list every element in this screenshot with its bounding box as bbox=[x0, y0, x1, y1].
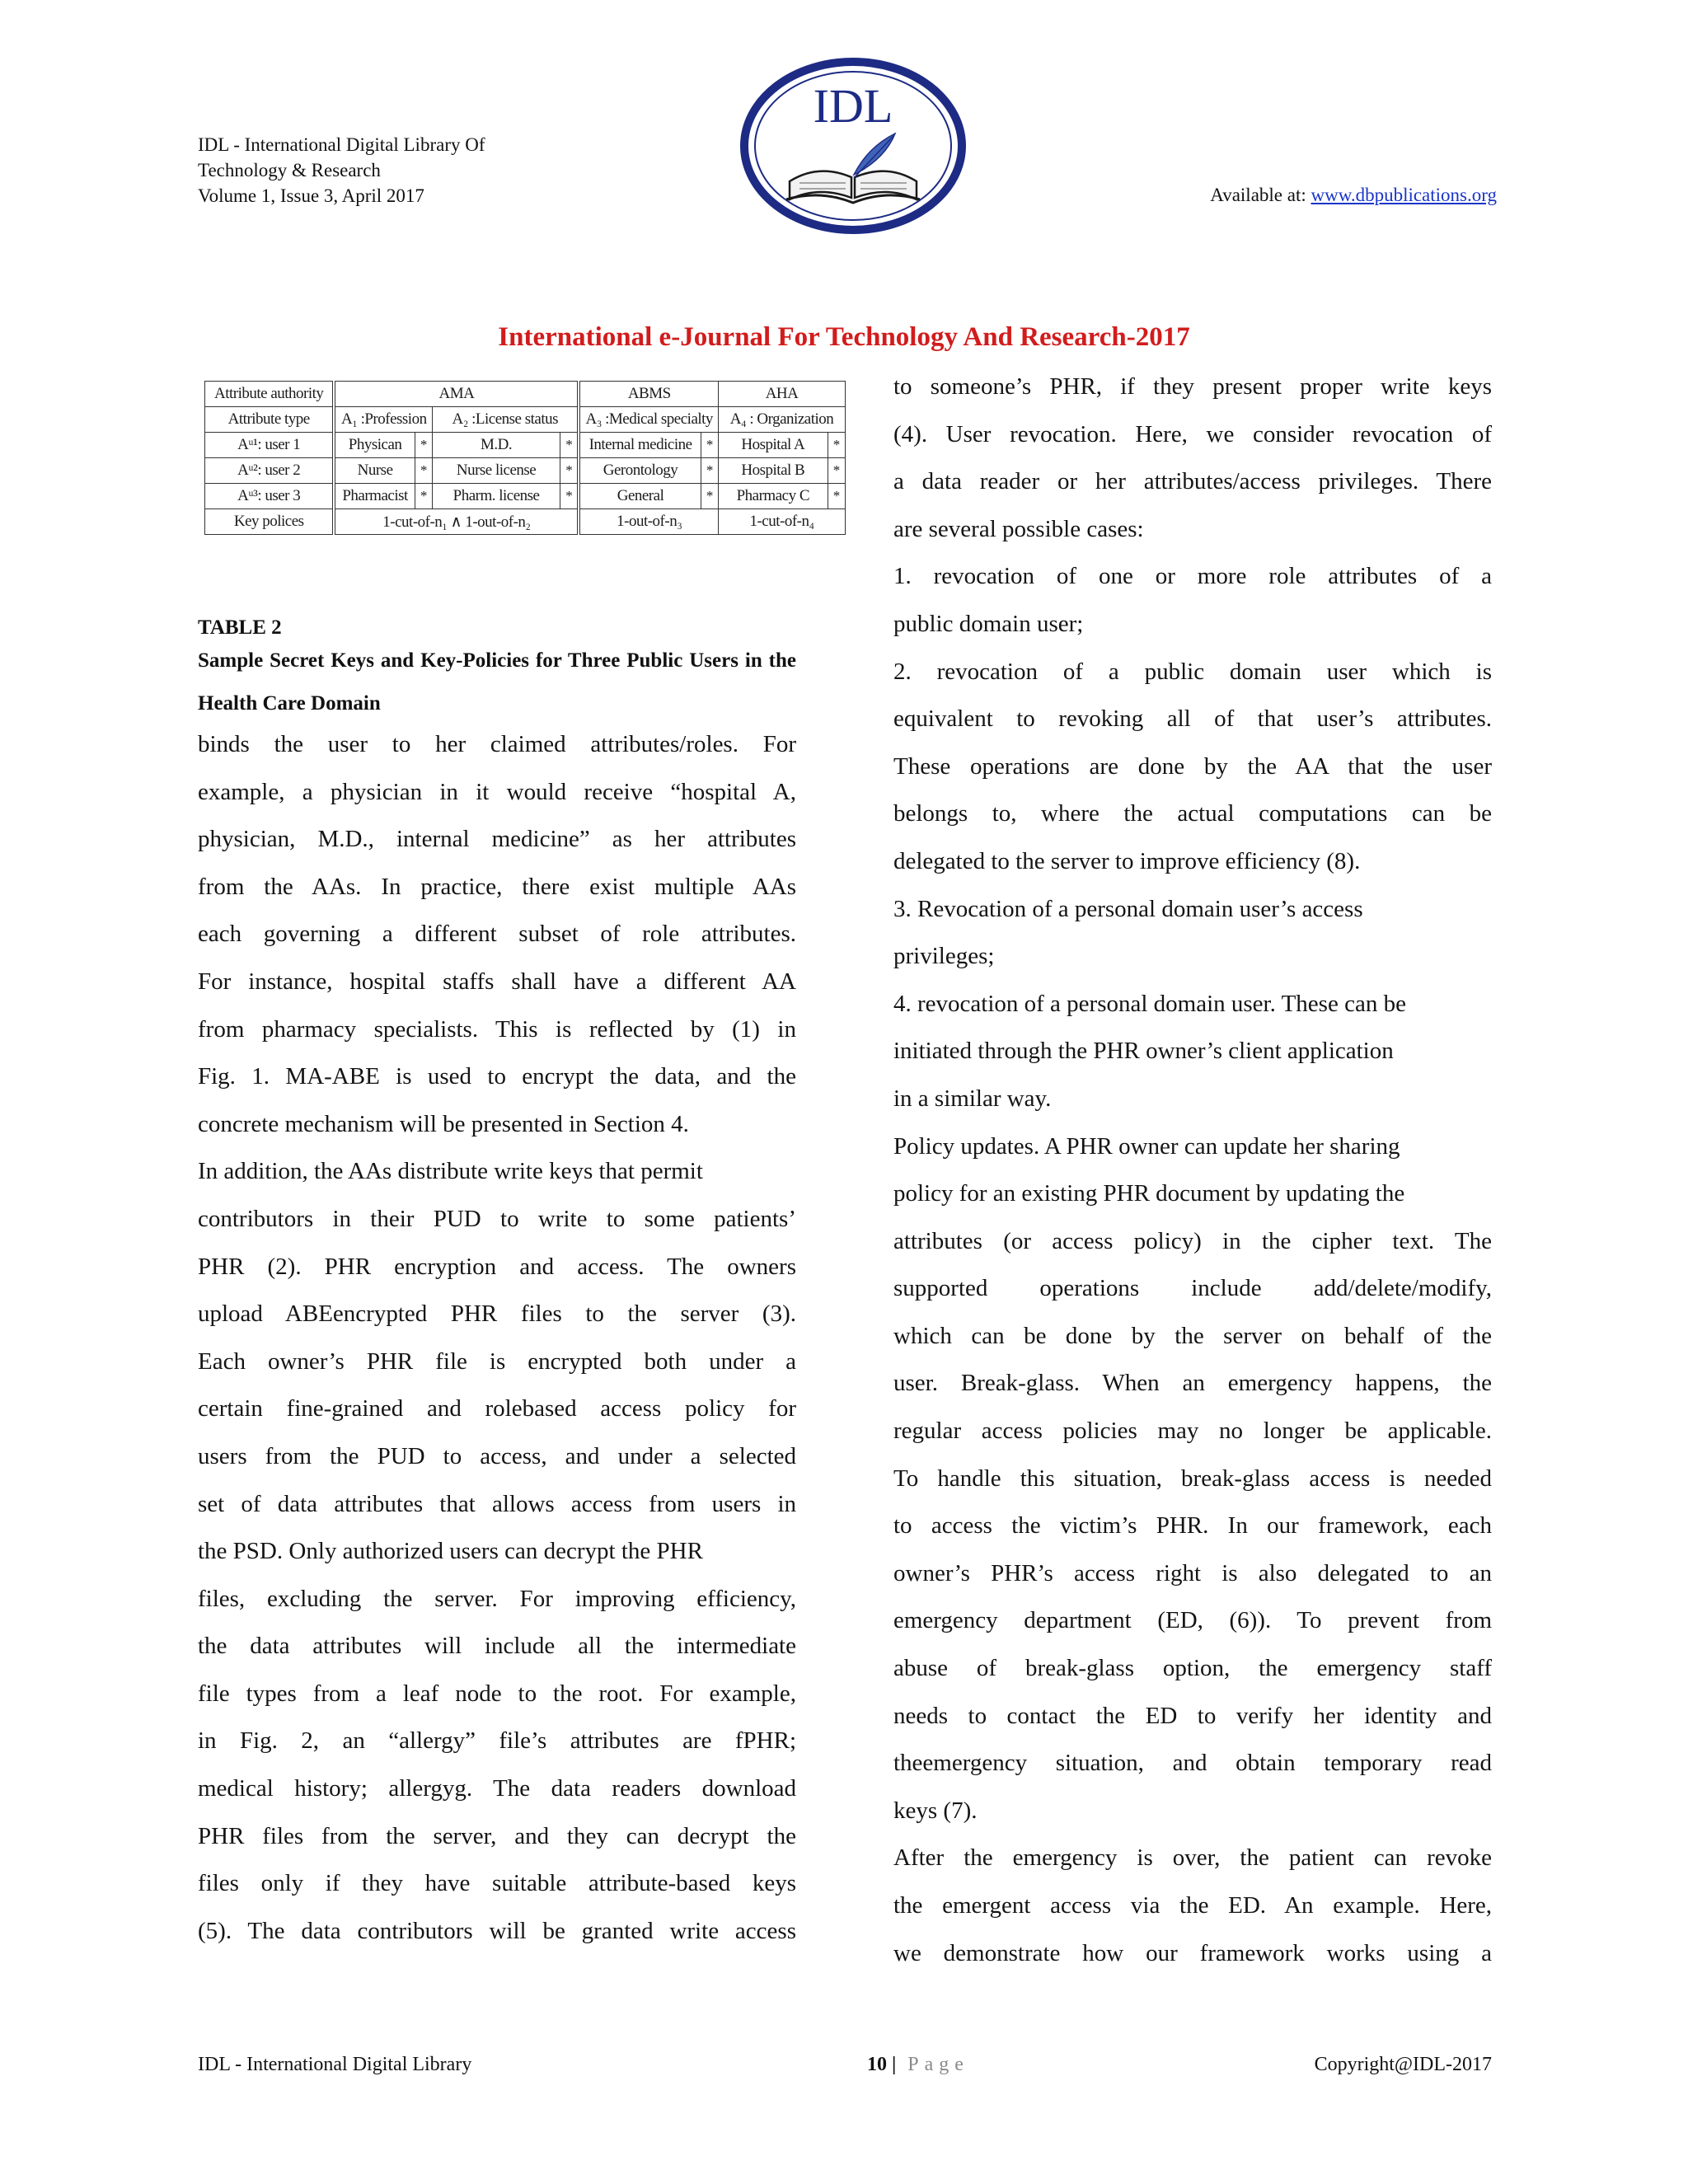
text-line: example, a physician in it would receive “hospital A, bbox=[198, 778, 796, 805]
text-line: public domain user; bbox=[893, 610, 1084, 637]
table-cell: Aᵘ³: user 3 bbox=[205, 484, 335, 509]
text-line: (5). The data contributors will be granted write access bbox=[198, 1917, 796, 1944]
text-line: concrete mechanism will be presented in Section 4. bbox=[198, 1110, 689, 1137]
header-line: Volume 1, Issue 3, April 2017 bbox=[198, 185, 424, 206]
table-cell: Physican bbox=[334, 433, 415, 458]
table-cell: Attribute authority bbox=[205, 382, 335, 407]
table-cell: Attribute type bbox=[205, 407, 335, 433]
text-line: keys (7). bbox=[893, 1797, 978, 1824]
text-line: medical history; allergyg. The data readers download bbox=[198, 1775, 796, 1802]
text-line: we demonstrate how our framework works using a bbox=[893, 1939, 1492, 1966]
table-cell: Pharmacy C bbox=[719, 484, 828, 509]
table-cell: A₃ :Medical specialty bbox=[579, 407, 718, 433]
text-line: in a similar way. bbox=[893, 1085, 1052, 1112]
table-cell: * bbox=[415, 484, 432, 509]
text-line: To handle this situation, break-glass access is needed bbox=[893, 1465, 1492, 1492]
text-line: belongs to, where the actual computations can be bbox=[893, 800, 1492, 827]
text-line: 1. revocation of one or more role attributes of a bbox=[893, 563, 1492, 590]
text-line: PHR files from the server, and they can decrypt the bbox=[198, 1822, 796, 1849]
text-line: emergency department (ED, (6)). To prevent from bbox=[893, 1607, 1492, 1634]
text-line: For instance, hospital staffs shall have a different AA bbox=[198, 968, 796, 995]
text-line: the data attributes will include all the intermediate bbox=[198, 1633, 796, 1660]
text-line: binds the user to her claimed attributes/roles. For bbox=[198, 731, 796, 757]
text-line: owner’s PHR’s access right is also delegated to an bbox=[893, 1559, 1492, 1586]
footer-page bbox=[867, 2054, 969, 2076]
text-line: 3. Revocation of a personal domain user’s access bbox=[893, 895, 1363, 922]
table-row bbox=[205, 458, 846, 484]
text-line: physician, M.D., internal medicine” as her attributes bbox=[198, 826, 796, 853]
text-line: supported operations include add/delete/modify, bbox=[893, 1275, 1492, 1302]
text-line: from pharmacy specialists. This is reflected by (1) in bbox=[198, 1015, 796, 1043]
table-row bbox=[205, 509, 846, 535]
text-line: delegated to the server to improve efficiency (8). bbox=[893, 847, 1361, 874]
text-line: initiated through the PHR owner’s client application bbox=[893, 1038, 1394, 1065]
table-cell: Pharmacist bbox=[334, 484, 415, 509]
table-cell: Nurse bbox=[334, 458, 415, 484]
table-cell: * bbox=[701, 484, 718, 509]
header-availability bbox=[1137, 185, 1497, 206]
text-line: the emergent access via the ED. An example. Here, bbox=[893, 1892, 1492, 1919]
page-label: Page bbox=[907, 2054, 969, 2075]
table-cell: * bbox=[560, 433, 579, 458]
table-cell: * bbox=[701, 458, 718, 484]
text-line: attributes (or access policy) in the cipher text. The bbox=[893, 1227, 1492, 1254]
text-line: Policy updates. A PHR owner can update her sharing bbox=[893, 1132, 1400, 1160]
table-cell: ABMS bbox=[579, 382, 718, 407]
page-separator: | bbox=[892, 2054, 897, 2075]
table-caption-text: Sample Secret Keys and Key-Policies for Three Public Users in the Health Care Domain bbox=[198, 649, 796, 715]
table-cell: * bbox=[415, 433, 432, 458]
text-line: After the emergency is over, the patient can revoke bbox=[893, 1844, 1492, 1872]
table-cell: 1-cut-of-n₄ bbox=[719, 509, 846, 535]
idl-logo-icon bbox=[740, 58, 966, 234]
text-line: set of data attributes that allows access from users in bbox=[198, 1490, 796, 1517]
table-cell: 1-out-of-n₃ bbox=[579, 509, 718, 535]
available-label: Available at: bbox=[1210, 185, 1306, 205]
table-cell: A₄ : Organization bbox=[719, 407, 846, 433]
table-row bbox=[205, 484, 846, 509]
text-line: files, excluding the server. For improving efficiency, bbox=[198, 1585, 796, 1612]
table-row bbox=[205, 407, 846, 433]
left-column-text bbox=[198, 721, 796, 1955]
text-line: to someone’s PHR, if they present proper write keys bbox=[893, 373, 1492, 400]
text-line: upload ABEencrypted PHR files to the server (3). bbox=[198, 1301, 796, 1328]
text-line: privileges; bbox=[893, 943, 995, 970]
header-publisher-info bbox=[198, 132, 577, 209]
header-line: Technology & Research bbox=[198, 160, 381, 180]
table-caption-label: TABLE 2 bbox=[198, 616, 282, 639]
text-line: 4. revocation of a personal domain user. These can be bbox=[893, 990, 1406, 1017]
table-cell: M.D. bbox=[433, 433, 560, 458]
table-cell: * bbox=[415, 458, 432, 484]
text-line: (4). User revocation. Here, we consider revocation of bbox=[893, 420, 1492, 448]
table-cell: Hospital B bbox=[719, 458, 828, 484]
footer-copyright: Copyright@IDL-2017 bbox=[1314, 2054, 1492, 2075]
text-line: from the AAs. In practice, there exist multiple AAs bbox=[198, 873, 796, 900]
table-cell: A₂ :License status bbox=[433, 407, 579, 433]
text-line: Each owner’s PHR file is encrypted both under a bbox=[198, 1347, 796, 1375]
table-cell: Hospital A bbox=[719, 433, 828, 458]
table-cell: * bbox=[560, 484, 579, 509]
text-line: which can be done by the server on behalf of the bbox=[893, 1322, 1492, 1349]
text-line: users from the PUD to access, and under a selected bbox=[198, 1442, 796, 1469]
text-line: contributors in their PUD to write to some patients’ bbox=[198, 1205, 796, 1232]
text-line: user. Break-glass. When an emergency happens, the bbox=[893, 1370, 1492, 1397]
table-cell: Internal medicine bbox=[579, 433, 701, 458]
header-line: IDL - International Digital Library Of bbox=[198, 134, 485, 155]
text-line: abuse of break-glass option, the emergency staff bbox=[893, 1655, 1492, 1682]
table-cell: * bbox=[828, 433, 845, 458]
text-line: in Fig. 2, an “allergy” file’s attributes are fPHR; bbox=[198, 1727, 796, 1755]
text-line: regular access policies may no longer be applicable. bbox=[893, 1418, 1492, 1445]
text-line: These operations are done by the AA that the user bbox=[893, 752, 1492, 780]
text-line: a data reader or her attributes/access privileges. There bbox=[893, 468, 1492, 495]
text-line: equivalent to revoking all of that user’s attributes. bbox=[893, 705, 1492, 733]
table-cell: * bbox=[828, 458, 845, 484]
text-line: needs to contact the ED to verify her identity and bbox=[893, 1702, 1492, 1729]
table-cell: Pharm. license bbox=[433, 484, 560, 509]
page-number: 10 bbox=[867, 2054, 887, 2075]
text-line: are several possible cases: bbox=[893, 515, 1144, 542]
table-cell: Aᵘ¹: user 1 bbox=[205, 433, 335, 458]
table-cell: 1-cut-of-n₁ ∧ 1-out-of-n₂ bbox=[334, 509, 579, 535]
text-line: files only if they have suitable attribute-based keys bbox=[198, 1870, 796, 1897]
text-line: file types from a leaf node to the root. For example, bbox=[198, 1680, 796, 1707]
table-cell: * bbox=[560, 458, 579, 484]
table-cell: * bbox=[701, 433, 718, 458]
table-cell: AMA bbox=[334, 382, 579, 407]
text-line: Fig. 1. MA-ABE is used to encrypt the data, and the bbox=[198, 1063, 796, 1090]
table-cell: Aᵘ²: user 2 bbox=[205, 458, 335, 484]
table-cell: * bbox=[828, 484, 845, 509]
text-line: the PSD. Only authorized users can decrypt the PHR bbox=[198, 1538, 703, 1565]
attribute-table bbox=[204, 381, 846, 535]
table-cell: A₁ :Profession bbox=[334, 407, 432, 433]
right-column-text bbox=[893, 363, 1492, 1977]
text-line: In addition, the AAs distribute write keys that permit bbox=[198, 1158, 703, 1185]
website-link[interactable]: www.dbpublications.org bbox=[1311, 185, 1497, 205]
table-cell: General bbox=[579, 484, 701, 509]
journal-title: International e-Journal For Technology And Research-2017 bbox=[498, 322, 1190, 352]
table-cell: Gerontology bbox=[579, 458, 701, 484]
table-cell: AHA bbox=[719, 382, 846, 407]
table-row bbox=[205, 382, 846, 407]
table-cell: Key polices bbox=[205, 509, 335, 535]
text-line: policy for an existing PHR document by updating the bbox=[893, 1180, 1405, 1207]
table-row bbox=[205, 433, 846, 458]
text-line: PHR (2). PHR encryption and access. The owners bbox=[198, 1253, 796, 1280]
text-line: theemergency situation, and obtain temporary read bbox=[893, 1750, 1492, 1777]
footer-library: IDL - International Digital Library bbox=[198, 2054, 472, 2075]
logo-text: IDL bbox=[813, 79, 893, 133]
text-line: 2. revocation of a public domain user which is bbox=[893, 658, 1492, 685]
text-line: certain fine-grained and rolebased access policy for bbox=[198, 1395, 796, 1422]
table-cell: Nurse license bbox=[433, 458, 560, 484]
text-line: to access the victim’s PHR. In our framework, each bbox=[893, 1512, 1492, 1540]
text-line: each governing a different subset of role attributes. bbox=[198, 921, 796, 948]
